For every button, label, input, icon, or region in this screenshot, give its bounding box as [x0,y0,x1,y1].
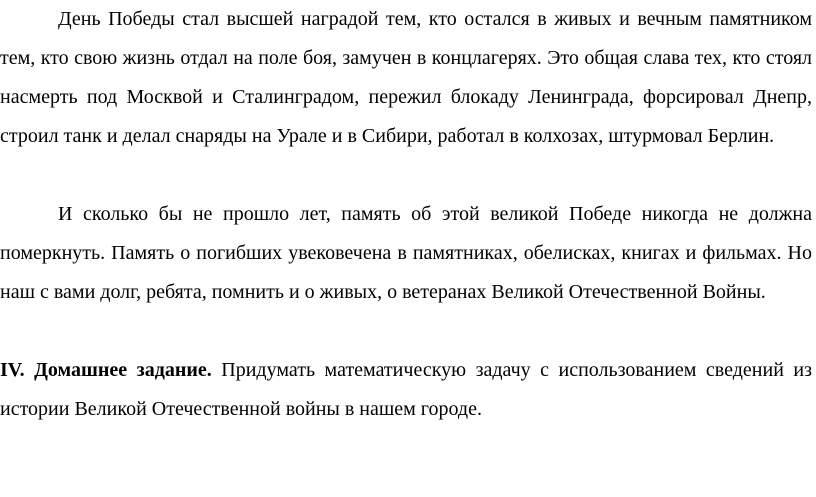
paragraph-memory: И сколько бы не прошло лет, память об этой великой Победе никогда не должна померкнуть. Память о погибших увековечена в памятниках, обелисках, книгах и фильмах. Но наш с вами долг, ребята, помнить и о живых, о ветеранах Великой Отечественной Войны. [0,203,812,303]
homework-heading: IV. Домашнее задание. [0,359,212,381]
homework-section [0,351,812,429]
homework-text: Придумать математическую задачу с использованием сведений из истории Великой Отечественной войны в нашем городе. [0,359,813,420]
paragraph-victory-day: День Победы стал высшей наградой тем, кто остался в живых и вечным памятником тем, кто свою жизнь отдал на поле боя, замучен в концлагерях. Это общая слава тех, кто стоял насмерть под Москвой и Сталинградом, пережил блокаду Ленинграда, форсировал Днепр, строил танк и делал снаряды на Урале и в Сибири, работал в колхозах, штурмовал Берлин. [0,8,812,147]
